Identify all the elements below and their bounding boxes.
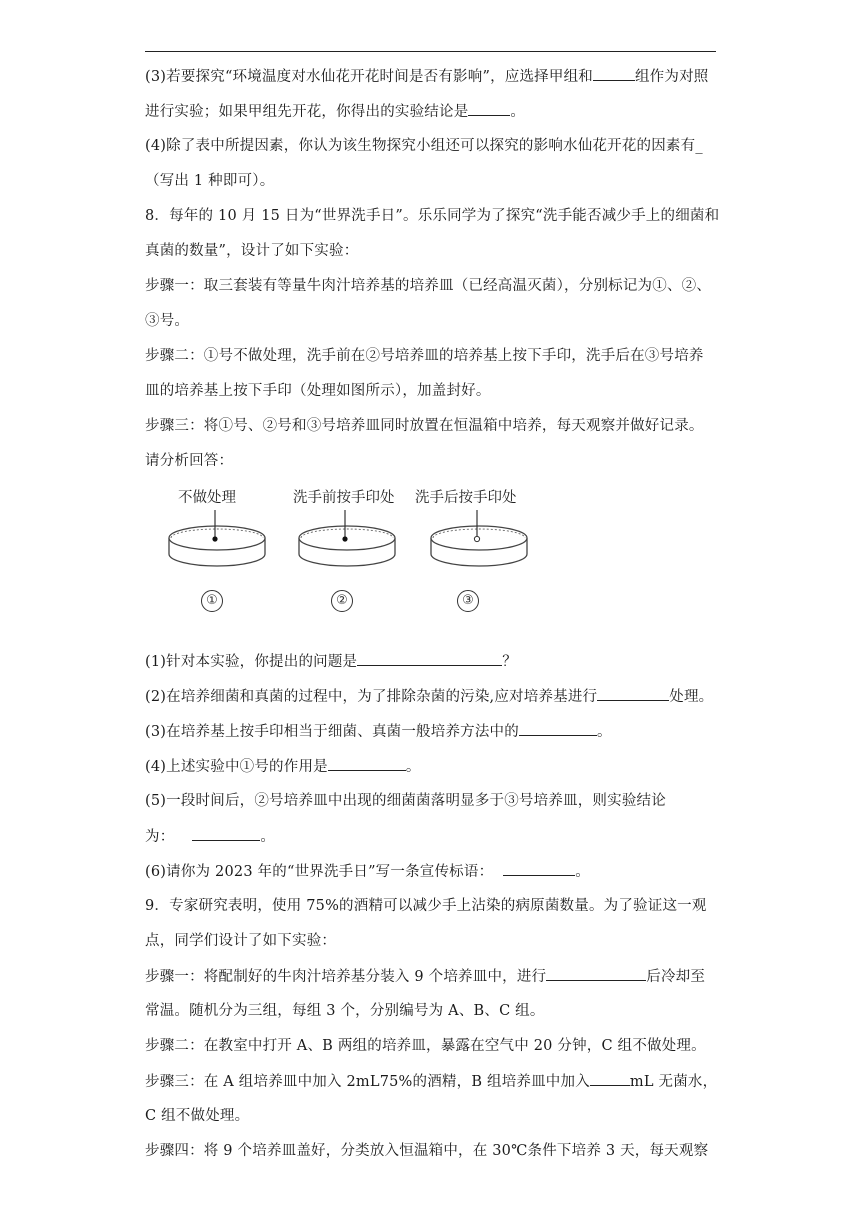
text: (4)上述实验中①号的作用是	[145, 759, 328, 775]
text: 。	[575, 864, 590, 880]
text: 进行实验；如果甲组先开花，你得出的实验结论是	[145, 104, 469, 120]
q8-step3: 步骤三：将①号、②号和③号培养皿同时放置在恒温箱中培养，每天观察并做好记录。	[145, 418, 704, 434]
document-body	[145, 66, 720, 1176]
q7-part3-line2	[145, 101, 720, 121]
text: 。	[405, 759, 421, 775]
q8-step2-line1: 步骤二：①号不做处理，洗手前在②号培养皿的培养基上按下手印，洗手后在③号培养	[145, 348, 704, 364]
answer-blank[interactable]	[519, 721, 597, 736]
text: (2)在培养细菌和真菌的过程中，为了排除杂菌的污染,应对培养基进行	[145, 689, 598, 705]
q8-stem-line1: 8．每年的 10 月 15 日为“世界洗手日”。乐乐同学为了探究“洗手能否减少手上的细菌和	[145, 208, 720, 224]
text: 。	[260, 829, 276, 845]
text: (1)针对本实验，你提出的问题是	[145, 654, 358, 670]
text: 组作为对照	[634, 69, 709, 85]
answer-blank[interactable]	[503, 861, 575, 876]
q8-part4	[145, 756, 720, 776]
q8-part5-line2	[145, 826, 720, 846]
text: 。	[596, 724, 612, 740]
dish1-label: 不做处理	[178, 490, 236, 506]
answer-blank[interactable]	[597, 686, 669, 701]
q8-step1-line1: 步骤一：取三套装有等量牛肉汁培养基的培养皿（已经高温灭菌），分别标记为①、②、	[145, 278, 712, 294]
text: (3)在培养基上按手印相当于细菌、真菌一般培养方法中的	[145, 724, 519, 740]
petri-dish-3-icon	[427, 506, 532, 574]
q7-part4-line2: （写出 1 种即可）。	[145, 173, 275, 189]
text: mL 无菌水，	[629, 1074, 718, 1090]
q8-part5-line1: (5)一段时间后，②号培养皿中出现的细菌菌落明显多于③号培养皿，则实验结论	[145, 793, 666, 809]
answer-blank[interactable]	[328, 756, 406, 771]
q8-part2	[145, 686, 720, 706]
q8-part3	[145, 721, 720, 741]
text: 步骤三：在 A 组培养皿中加入 2mL75%的酒精，B 组培养皿中加入	[145, 1074, 590, 1090]
q9-stem-line1: 9．专家研究表明，使用 75%的酒精可以减少手上沾染的病原菌数量。为了验证这一观	[145, 898, 707, 914]
answer-blank[interactable]	[357, 651, 502, 666]
answer-blank[interactable]	[546, 966, 646, 981]
q9-step3-line2: C 组不做处理。	[145, 1108, 250, 1124]
dish3-number: ③	[457, 590, 479, 612]
text: 步骤一：将配制好的牛肉汁培养基分装入 9 个培养皿中，进行	[145, 969, 547, 985]
answer-blank[interactable]	[593, 66, 635, 81]
text: (6)请你为 2023 年的“世界洗手日”写一条宣传标语：	[145, 864, 494, 880]
q8-stem-line2: 真菌的数量”，设计了如下实验：	[145, 243, 359, 259]
header-rule	[145, 51, 716, 52]
answer-blank[interactable]	[192, 826, 260, 841]
text: (3)若要探究“环境温度对水仙花开花时间是否有影响”，应选择甲组和	[145, 69, 593, 85]
dish2-label: 洗手前按手印处	[293, 490, 395, 506]
text: 为：	[145, 829, 175, 845]
petri-dish-figure	[145, 486, 720, 641]
q8-part1	[145, 651, 720, 671]
q7-part3-line1	[145, 66, 720, 86]
text: ？	[502, 654, 517, 670]
q7-part4-line1: (4)除了表中所提因素，你认为该生物探究小组还可以探究的影响水仙花开花的因素有_	[145, 138, 703, 154]
q9-step4: 步骤四：将 9 个培养皿盖好，分类放入恒温箱中，在 30℃条件下培养 3 天，每天观察	[145, 1143, 709, 1159]
text: 后冷却至	[646, 969, 706, 985]
q9-step3-line1	[145, 1071, 720, 1091]
q8-ask: 请分析回答：	[145, 453, 234, 469]
dish1-number: ①	[201, 590, 223, 612]
q9-step2: 步骤二：在教室中打开 A、B 两组的培养皿，暴露在空气中 20 分钟，C 组不做处理。	[145, 1038, 706, 1054]
answer-blank[interactable]	[590, 1071, 630, 1086]
q9-stem-line2: 点，同学们设计了如下实验：	[145, 933, 337, 949]
q8-step2-line2: 皿的培养基上按下手印（处理如图所示），加盖封好。	[145, 383, 491, 399]
q9-step1-line2: 常温。随机分为三组，每组 3 个，分别编号为 A、B、C 组。	[145, 1003, 545, 1019]
petri-dish-2-icon	[295, 506, 400, 574]
text: 。	[510, 104, 526, 120]
text: 处理。	[669, 689, 714, 705]
answer-blank[interactable]	[468, 101, 510, 116]
q9-step1-line1	[145, 966, 720, 986]
petri-dish-1-icon	[165, 506, 270, 574]
q8-part6	[145, 861, 720, 881]
q8-step1-line2: ③号。	[145, 313, 190, 329]
dish2-number: ②	[331, 590, 353, 612]
dish3-label: 洗手后按手印处	[415, 490, 517, 506]
